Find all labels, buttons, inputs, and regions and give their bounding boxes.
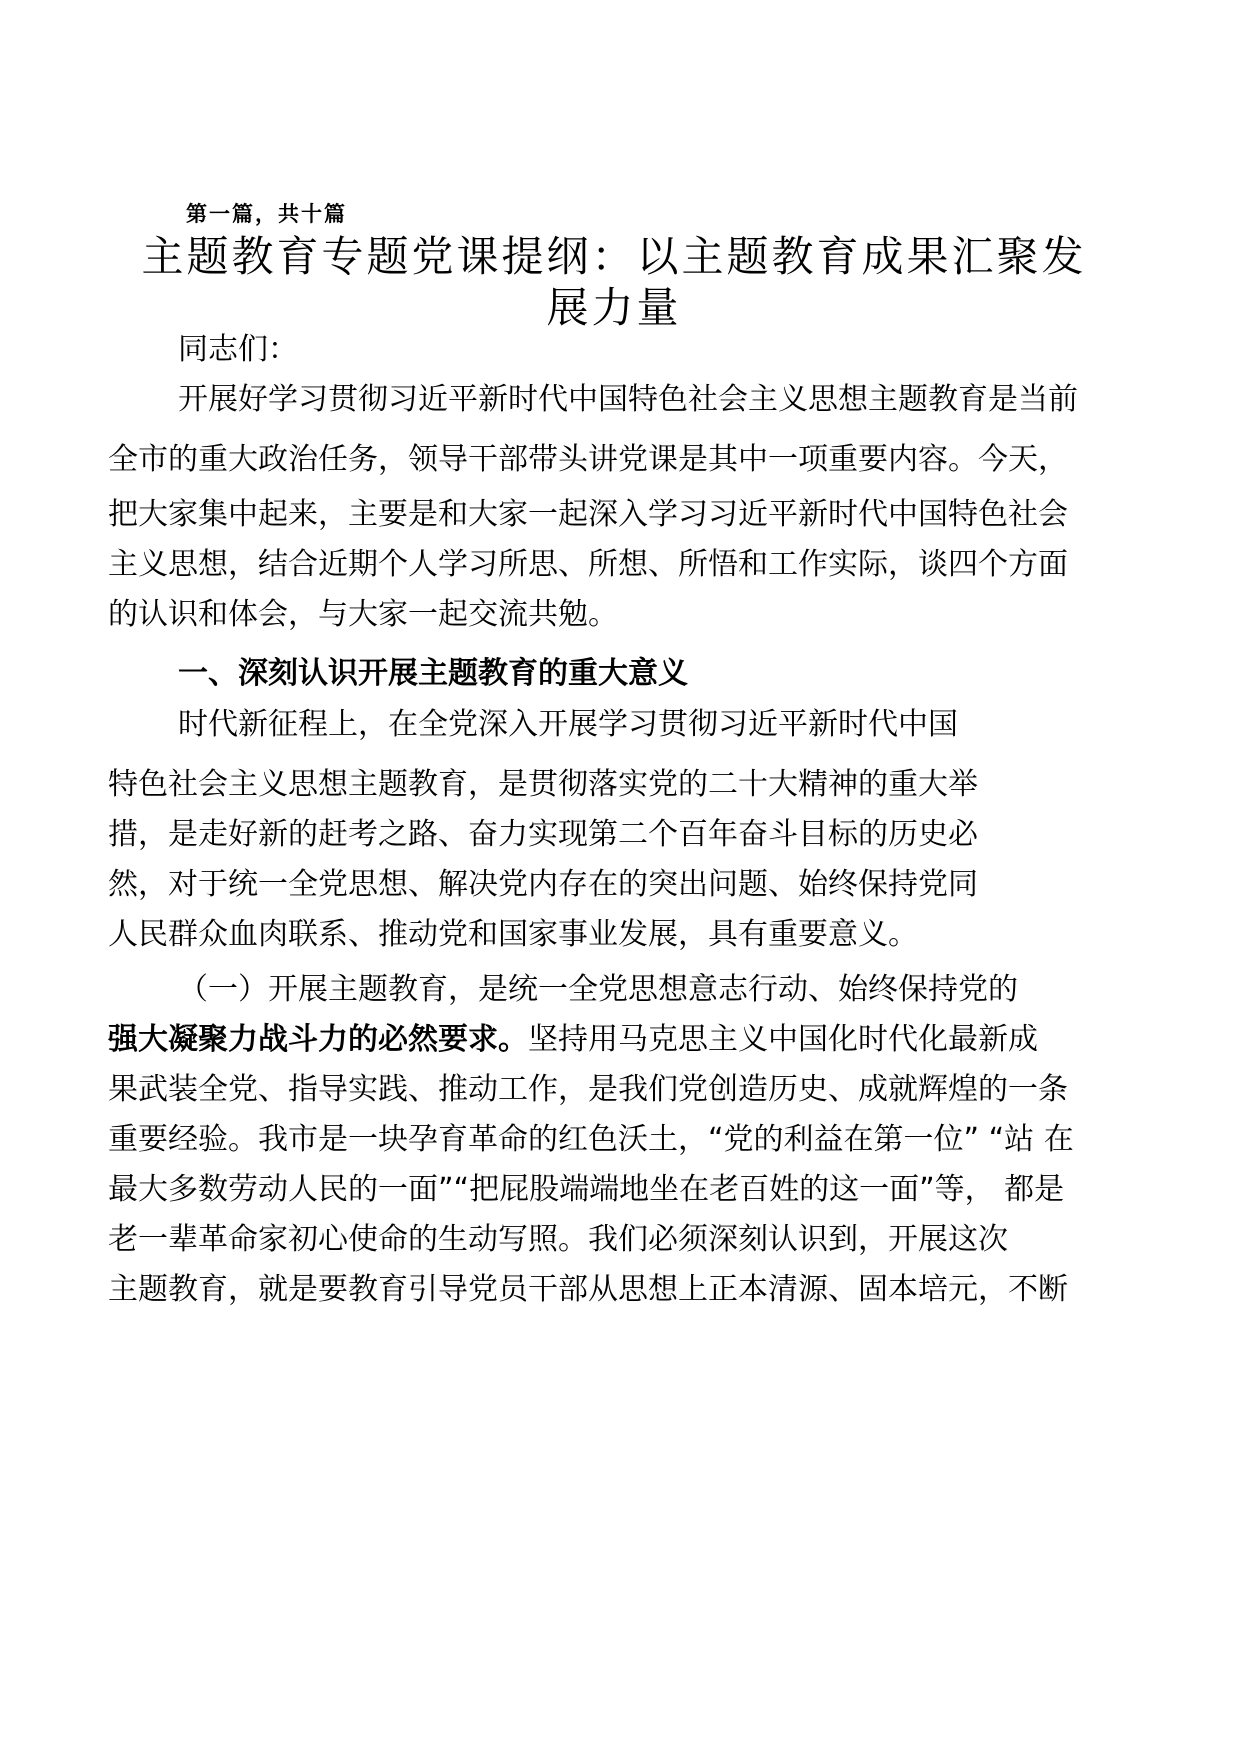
intro-line: 把大家集中起来，主要是和大家一起深入学习习近平新时代中国特色社会 bbox=[108, 497, 1068, 532]
document-title-line-2: 展力量 bbox=[546, 283, 682, 332]
section-heading: 一、深刻认识开展主题教育的重大意义 bbox=[178, 656, 688, 691]
subsection-line: （一）开展主题教育，是统一全党思想意志行动、始终保持党的 bbox=[178, 972, 1018, 1007]
intro-line: 的认识和体会，与大家一起交流共勉。 bbox=[108, 597, 618, 632]
subsection-line: 果武装全党、指导实践、推动工作，是我们党创造历史、成就辉煌的一条 bbox=[108, 1072, 1068, 1107]
section-line: 时代新征程上，在全党深入开展学习贯彻习近平新时代中国 bbox=[178, 707, 958, 742]
intro-line: 主义思想，结合近期个人学习所思、所想、所悟和工作实际，谈四个方面 bbox=[108, 547, 1068, 582]
subsection-line: 老一辈革命家初心使命的生动写照。我们必须深刻认识到，开展这次 bbox=[108, 1222, 1008, 1257]
intro-line: 全市的重大政治任务，领导干部带头讲党课是其中一项重要内容。今天， bbox=[108, 442, 1068, 477]
subsection-bold-heading: 强大凝聚力战斗力的必然要求。 bbox=[108, 1022, 528, 1057]
section-line: 人民群众血肉联系、推动党和国家事业发展，具有重要意义。 bbox=[108, 917, 918, 952]
section-line: 特色社会主义思想主题教育，是贯彻落实党的二十大精神的重大举 bbox=[108, 767, 978, 802]
section-line: 措，是走好新的赶考之路、奋力实现第二个百年奋斗目标的历史必 bbox=[108, 817, 978, 852]
section-line: 然，对于统一全党思想、解决党内存在的突出问题、始终保持党同 bbox=[108, 867, 978, 902]
series-label: 第一篇，共十篇 bbox=[186, 201, 347, 226]
subsection-line: 重要经验。我市是一块孕育革命的红色沃土，“党的利益在第一位” “站 在 bbox=[108, 1122, 1074, 1157]
subsection-text: 坚持用马克思主义中国化时代化最新成 bbox=[528, 1022, 1038, 1057]
salutation: 同志们： bbox=[178, 332, 298, 367]
subsection-line: 主题教育，就是要教育引导党员干部从思想上正本清源、固本培元，不断 bbox=[108, 1272, 1068, 1307]
document-title-line-1: 主题教育专题党课提纲：以主题教育成果汇聚发 bbox=[141, 232, 1087, 281]
subsection-line: 最大多数劳动人民的一面”“把屁股端端地坐在老百姓的这一面”等， 都是 bbox=[108, 1172, 1065, 1207]
intro-line: 开展好学习贯彻习近平新时代中国特色社会主义思想主题教育是当前 bbox=[178, 382, 1078, 417]
subsection-line bbox=[108, 1022, 1038, 1058]
